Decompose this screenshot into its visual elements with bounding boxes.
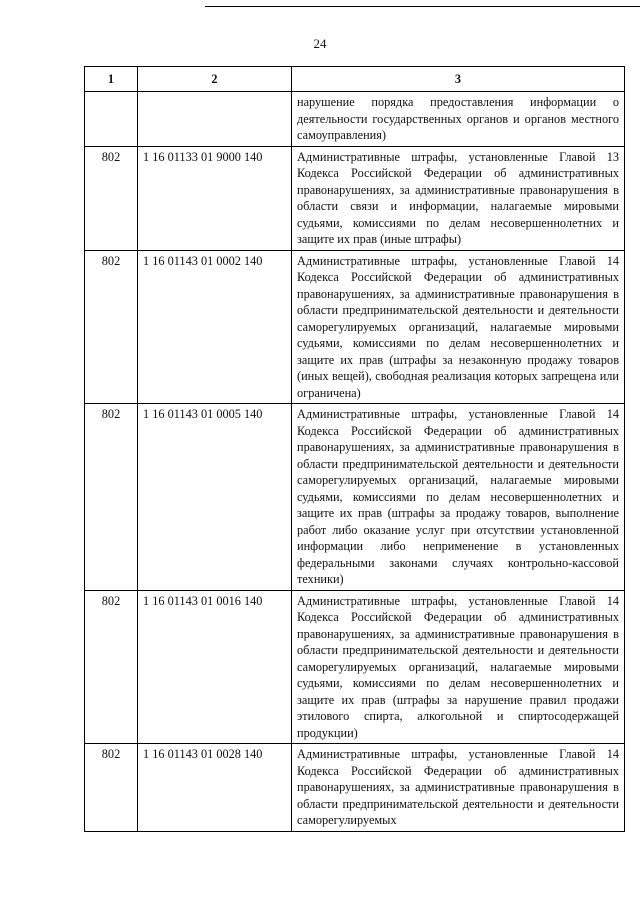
description-cell: Административные штрафы, установленные Главой 13 Кодекса Российской Федерации об административных правонарушениях, за административные правонарушения в области связи и информации, налагаемые мировыми судьями, комиссиями по делам несовершеннолетних и защите их прав (иные штрафы) (292, 146, 625, 250)
description-cell: Административные штрафы, установленные Главой 14 Кодекса Российской Федерации об административных правонарушениях, за административные правонарушения в области предпринимательской деятельности и деятельности саморегулируемых (292, 744, 625, 832)
description-cell: Административные штрафы, установленные Главой 14 Кодекса Российской Федерации об административных правонарушениях, за административные правонарушения в области предпринимательской деятельности и деятельности саморегулируемых организаций, налагаемые мировыми судьями, комиссиями по делам несовершеннолетних и защите их прав (штрафы за незаконную продажу товаров (иных вещей), свободная реализация которых запрещена или ограничена) (292, 250, 625, 404)
table-row (85, 92, 625, 147)
table-row (85, 590, 625, 744)
admin-code-cell: 802 (85, 250, 138, 404)
column-header-1: 1 (85, 67, 138, 92)
top-border-line (205, 6, 640, 7)
table-row (85, 146, 625, 250)
table-row (85, 744, 625, 832)
table-row (85, 404, 625, 591)
budget-codes-table (84, 66, 625, 832)
admin-code-cell: 802 (85, 404, 138, 591)
kbk-code-cell: 1 16 01133 01 9000 140 (138, 146, 292, 250)
admin-code-cell: 802 (85, 146, 138, 250)
admin-code-cell: 802 (85, 590, 138, 744)
kbk-code-cell (138, 92, 292, 147)
column-header-3: 3 (292, 67, 625, 92)
description-cell: нарушение порядка предоставления информации о деятельности государственных органов и органов местного самоуправления) (292, 92, 625, 147)
kbk-code-cell: 1 16 01143 01 0028 140 (138, 744, 292, 832)
table-row (85, 250, 625, 404)
kbk-code-cell: 1 16 01143 01 0005 140 (138, 404, 292, 591)
kbk-code-cell: 1 16 01143 01 0002 140 (138, 250, 292, 404)
description-cell: Административные штрафы, установленные Главой 14 Кодекса Российской Федерации об административных правонарушениях, за административные правонарушения в области предпринимательской деятельности и деятельности саморегулируемых организаций, налагаемые мировыми судьями, комиссиями по делам несовершеннолетних и защите их прав (штрафы за продажу товаров, выполнение работ либо оказание услуг при отсутствии установленной информации либо неприменение в установленных федеральными законами случаях контрольно-кассовой техники) (292, 404, 625, 591)
kbk-code-cell: 1 16 01143 01 0016 140 (138, 590, 292, 744)
table-header-row (85, 67, 625, 92)
admin-code-cell: 802 (85, 744, 138, 832)
description-cell: Административные штрафы, установленные Главой 14 Кодекса Российской Федерации об административных правонарушениях, за административные правонарушения в области предпринимательской деятельности и деятельности саморегулируемых организаций, налагаемые мировыми судьями, комиссиями по делам несовершеннолетних и защите их прав (штрафы за нарушение правил продажи этилового спирта, алкогольной и спиртосодержащей продукции) (292, 590, 625, 744)
page-number: 24 (313, 36, 327, 51)
admin-code-cell (85, 92, 138, 147)
column-header-2: 2 (138, 67, 292, 92)
